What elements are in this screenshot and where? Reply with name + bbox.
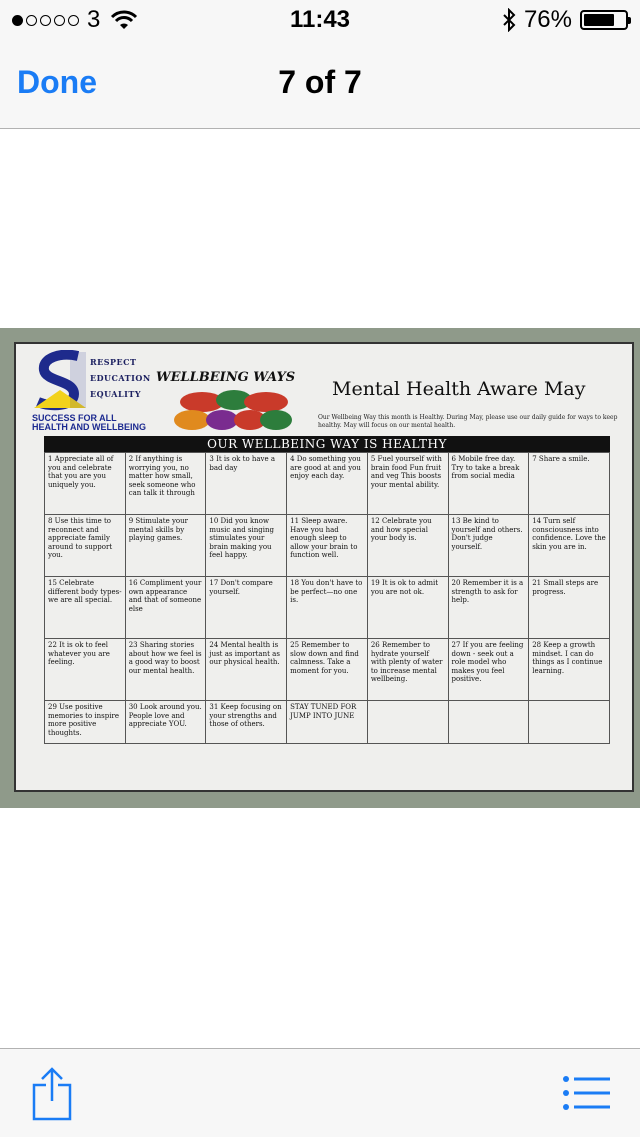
calendar-day-cell: 8 Use this time to reconnect and appreciate family around to support you. <box>45 515 126 577</box>
calendar-day-cell: 23 Sharing stories about how we feel is a good way to boost our mental health. <box>125 639 206 701</box>
status-right <box>502 6 628 34</box>
list-icon[interactable] <box>562 1075 610 1111</box>
calendar-week-row <box>45 701 610 744</box>
calendar-week-row <box>45 515 610 577</box>
calendar-day-cell: 26 Remember to hydrate yourself with plenty of water to increase mental wellbeing. <box>367 639 448 701</box>
calendar-day-cell: 14 Turn self consciousness into confidence. Love the skin you are in. <box>529 515 610 577</box>
battery-level <box>584 14 614 26</box>
calendar-day-cell: 6 Mobile free day. Try to take a break from social media <box>448 453 529 515</box>
calendar-day-cell: 7 Share a smile. <box>529 453 610 515</box>
value-education: EDUCATION <box>90 373 151 383</box>
status-bar <box>0 0 640 40</box>
value-respect: RESPECT <box>90 357 137 367</box>
calendar-day-cell: STAY TUNED FOR JUMP INTO JUNE <box>287 701 368 744</box>
wellbeing-calendar <box>44 452 610 744</box>
calendar-day-cell: 1 Appreciate all of you and celebrate that you are you uniquely you. <box>45 453 126 515</box>
calendar-day-cell: 25 Remember to slow down and find calmness. Take a moment for you. <box>287 639 368 701</box>
calendar-day-cell: 20 Remember it is a strength to ask for help. <box>448 577 529 639</box>
calendar-day-cell: 22 It is ok to feel whatever you are feeling. <box>45 639 126 701</box>
calendar-day-cell: 15 Celebrate different body types- we are all special. <box>45 577 126 639</box>
document-intro: Our Wellbeing Way this month is Healthy. During May, please use our daily guide for ways to keep healthy. May will focus on our mental health. <box>318 414 618 429</box>
calendar-day-cell: 5 Fuel yourself with brain food Fun fruit and veg This boosts your mental ability. <box>367 453 448 515</box>
school-motto <box>32 414 146 432</box>
motto-subline: HEALTH AND WELLBEING <box>32 422 146 432</box>
calendar-day-cell: 16 Compliment your own appearance and that of someone else <box>125 577 206 639</box>
calendar-day-cell: 31 Keep focusing on your strengths and those of others. <box>206 701 287 744</box>
calendar-day-cell: 28 Keep a growth mindset. I can do things as I continue learning. <box>529 639 610 701</box>
document-sheet <box>14 342 634 792</box>
calendar-day-cell: 2 If anything is worrying you, no matter how small, seek someone who can talk it through <box>125 453 206 515</box>
calendar-day-cell: 10 Did you know music and singing stimulates your brain making you feel happy. <box>206 515 287 577</box>
calendar-day-cell <box>529 701 610 744</box>
calendar-day-cell: 24 Mental health is just as important as our physical health. <box>206 639 287 701</box>
calendar-day-cell: 12 Celebrate you and how special your body is. <box>367 515 448 577</box>
wellbeing-speech-bubbles-icon <box>172 388 296 434</box>
done-button[interactable]: Done <box>17 64 97 100</box>
navigation-bar <box>0 40 640 129</box>
clock: 11:43 <box>289 6 351 33</box>
document-heading: Mental Health Aware May <box>332 378 586 400</box>
calendar-week-row <box>45 639 610 701</box>
calendar-day-cell: 4 Do something you are good at and you enjoy each day. <box>287 453 368 515</box>
calendar-day-cell: 13 Be kind to yourself and others. Don't judge yourself. <box>448 515 529 577</box>
calendar-day-cell: 11 Sleep aware. Have you had enough sleep to allow your brain to function well. <box>287 515 368 577</box>
calendar-day-cell: 18 You don't have to be perfect—no one is. <box>287 577 368 639</box>
school-logo-icon <box>30 350 90 412</box>
calendar-day-cell: 21 Small steps are progress. <box>529 577 610 639</box>
calendar-banner: OUR WELLBEING WAY IS HEALTHY <box>44 436 610 452</box>
calendar-day-cell: 27 If you are feeling down - seek out a role model who makes you feel positive. <box>448 639 529 701</box>
battery-icon <box>580 10 628 30</box>
bottom-toolbar <box>0 1048 640 1137</box>
calendar-day-cell: 9 Stimulate your mental skills by playing games. <box>125 515 206 577</box>
calendar-week-row <box>45 577 610 639</box>
photo-counter-title: 7 of 7 <box>278 64 362 100</box>
calendar-day-cell: 30 Look around you. People love and appreciate YOU. <box>125 701 206 744</box>
school-values <box>90 354 151 402</box>
calendar-day-cell <box>367 701 448 744</box>
wellbeing-ways-title: WELLBEING WAYS <box>156 370 296 385</box>
value-equality: EQUALITY <box>90 389 142 399</box>
bluetooth-icon <box>502 8 516 32</box>
calendar-day-cell: 29 Use positive memories to inspire more positive thoughts. <box>45 701 126 744</box>
calendar-day-cell: 19 It is ok to admit you are not ok. <box>367 577 448 639</box>
share-icon[interactable] <box>30 1065 74 1121</box>
carrier-name: 3 <box>87 6 101 33</box>
calendar-day-cell: 3 It is ok to have a bad day <box>206 453 287 515</box>
calendar-day-cell <box>448 701 529 744</box>
calendar-week-row <box>45 453 610 515</box>
photo-viewer-image[interactable] <box>0 328 640 808</box>
calendar-day-cell: 17 Don't compare yourself. <box>206 577 287 639</box>
battery-percent: 76% <box>523 6 572 33</box>
motto-line: SUCCESS FOR ALL <box>32 413 117 423</box>
